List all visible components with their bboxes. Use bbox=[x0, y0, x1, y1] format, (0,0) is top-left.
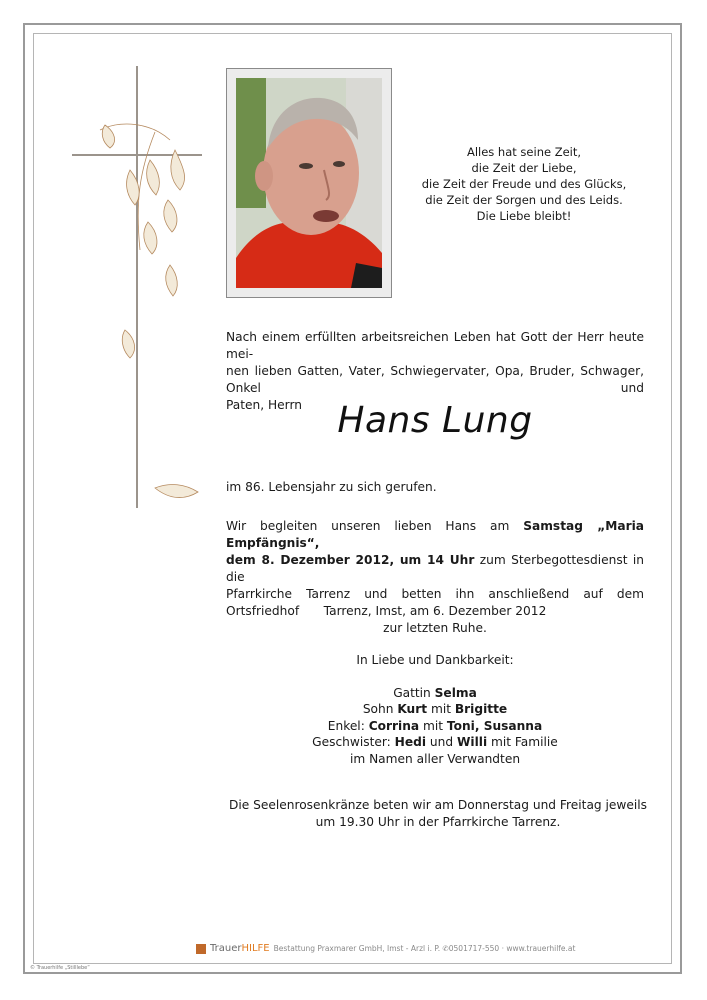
memorial-quote bbox=[408, 144, 640, 224]
service-date-time: dem 8. Dezember 2012, um 14 Uhr bbox=[226, 553, 475, 567]
quote-line: die Zeit der Sorgen und des Leids. bbox=[425, 193, 623, 207]
service-line bbox=[226, 552, 644, 586]
portrait-frame bbox=[226, 68, 392, 298]
mourner-siblings: Geschwister: Hedi und Willi mit Familie bbox=[312, 735, 558, 749]
intro-line: nen lieben Gatten, Vater, Schwiegervater, Opa, Bruder, Schwager, Onkel und bbox=[226, 364, 644, 395]
footer-contact: Bestattung Praxmarer GmbH, Imst - Arzl i. P. ✆0501717-550 · www.trauerhilfe.at bbox=[273, 944, 576, 953]
quote-line: die Zeit der Freude und des Glücks, bbox=[421, 177, 627, 191]
brand-name: TrauerHILFE bbox=[210, 943, 270, 954]
mourners-heading: In Liebe und Dankbarkeit: bbox=[356, 653, 514, 667]
service-line bbox=[226, 518, 644, 552]
service-line: zur letzten Ruhe. bbox=[383, 621, 487, 635]
mourner-son: Sohn Kurt mit Brigitte bbox=[362, 702, 508, 716]
copyright-note: © Trauerhilfe „Stilllebe“ bbox=[30, 965, 90, 971]
mourner-closing: im Namen aller Verwandten bbox=[349, 751, 521, 766]
quote-line: Die Liebe bleibt! bbox=[476, 209, 572, 223]
rosary-notice bbox=[190, 797, 686, 831]
rosary-line: Die Seelenrosenkränze beten wir am Donnerstag und Freitag jeweils bbox=[229, 798, 647, 812]
quote-line: die Zeit der Liebe, bbox=[471, 161, 577, 175]
quote-line: Alles hat seine Zeit, bbox=[466, 145, 582, 159]
trauerhilfe-logo-icon bbox=[196, 944, 206, 954]
service-line: Pfarrkirche Tarrenz und betten ihn anschließend auf dem Ortsfriedhof bbox=[226, 587, 644, 618]
place-and-date: Tarrenz, Imst, am 6. Dezember 2012 bbox=[323, 604, 547, 618]
service-text: Wir begleiten unseren lieben Hans am bbox=[226, 519, 524, 533]
service-text: zum Sterbegottesdienst in die bbox=[226, 553, 645, 584]
intro-line: Paten, Herrn bbox=[226, 398, 302, 412]
mourner-wife: Gattin Selma bbox=[393, 685, 477, 700]
deceased-name: Hans Lung bbox=[337, 400, 533, 441]
rosary-line: um 19.30 Uhr in der Pfarrkirche Tarrenz. bbox=[315, 815, 561, 829]
service-day: Samstag „Maria Empfängnis“, bbox=[226, 519, 644, 550]
leaf-branch-illustration bbox=[60, 110, 210, 510]
funeral-service-details bbox=[226, 518, 644, 637]
mourners-list bbox=[226, 652, 644, 767]
age-statement: im 86. Lebensjahr zu sich gerufen. bbox=[226, 480, 437, 494]
funeral-home-footer bbox=[196, 943, 596, 954]
portrait-photo bbox=[236, 78, 382, 288]
mourner-grandchildren: Enkel: Corrina mit Toni, Susanna bbox=[327, 718, 543, 733]
intro-line: Nach einem erfüllten arbeitsreichen Leben hat Gott der Herr heute mei- bbox=[226, 330, 644, 361]
